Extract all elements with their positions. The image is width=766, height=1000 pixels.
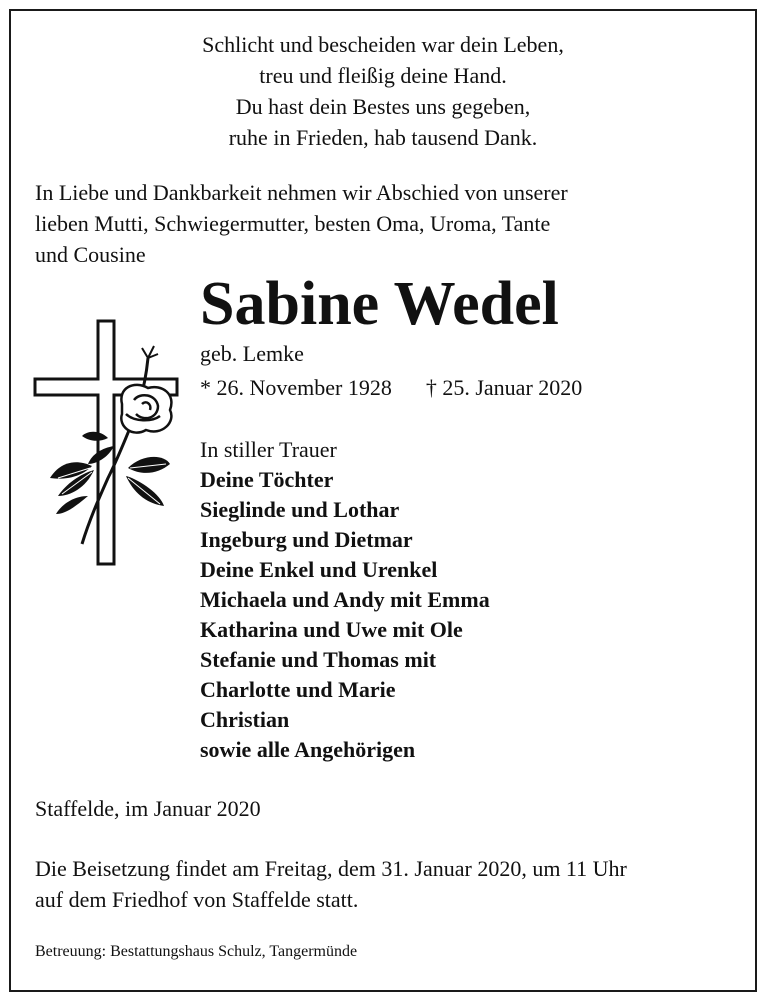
deceased-name: Sabine Wedel bbox=[200, 270, 559, 338]
memorial-poem bbox=[0, 29, 766, 153]
mourner-line: Deine Töchter bbox=[200, 467, 334, 492]
mourners-list bbox=[200, 435, 490, 765]
poem-line: treu und fleißig deine Hand. bbox=[259, 63, 507, 88]
place-date: Staffelde, im Januar 2020 bbox=[35, 796, 261, 821]
mourner-line: Michaela und Andy mit Emma bbox=[200, 587, 490, 612]
funeral-info bbox=[35, 853, 627, 915]
death-date: † 25. Januar 2020 bbox=[425, 375, 583, 400]
mourner-line: Charlotte und Marie bbox=[200, 677, 396, 702]
cross-with-rose-icon bbox=[30, 318, 190, 570]
maiden-name: geb. Lemke bbox=[200, 341, 304, 366]
poem-line: Schlicht und bescheiden war dein Leben, bbox=[202, 32, 564, 57]
mourner-line: Deine Enkel und Urenkel bbox=[200, 557, 438, 582]
birth-date: * 26. November 1928 bbox=[200, 375, 392, 400]
funeral-line: Die Beisetzung findet am Freitag, dem 31. Januar 2020, um 11 Uhr bbox=[35, 856, 627, 881]
intro-line: In Liebe und Dankbarkeit nehmen wir Abschied von unserer bbox=[35, 180, 568, 205]
mourner-line: Stefanie und Thomas mit bbox=[200, 647, 437, 672]
poem-line: Du hast dein Bestes uns gegeben, bbox=[235, 94, 531, 119]
mourners-lead: In stiller Trauer bbox=[200, 437, 337, 462]
life-dates bbox=[200, 373, 582, 403]
mourner-line: Katharina und Uwe mit Ole bbox=[200, 617, 463, 642]
mourner-line: Christian bbox=[200, 707, 290, 732]
intro-text bbox=[35, 177, 735, 270]
intro-line: und Cousine bbox=[35, 242, 146, 267]
mourner-line: sowie alle Angehörigen bbox=[200, 737, 416, 762]
intro-line: lieben Mutti, Schwiegermutter, besten Oma, Uroma, Tante bbox=[35, 211, 551, 236]
mourner-line: Ingeburg und Dietmar bbox=[200, 527, 413, 552]
funeral-home-credit: Betreuung: Bestattungshaus Schulz, Tangermünde bbox=[35, 943, 358, 960]
poem-line: ruhe in Frieden, hab tausend Dank. bbox=[228, 125, 538, 150]
funeral-line: auf dem Friedhof von Staffelde statt. bbox=[35, 887, 359, 912]
mourner-line: Sieglinde und Lothar bbox=[200, 497, 400, 522]
